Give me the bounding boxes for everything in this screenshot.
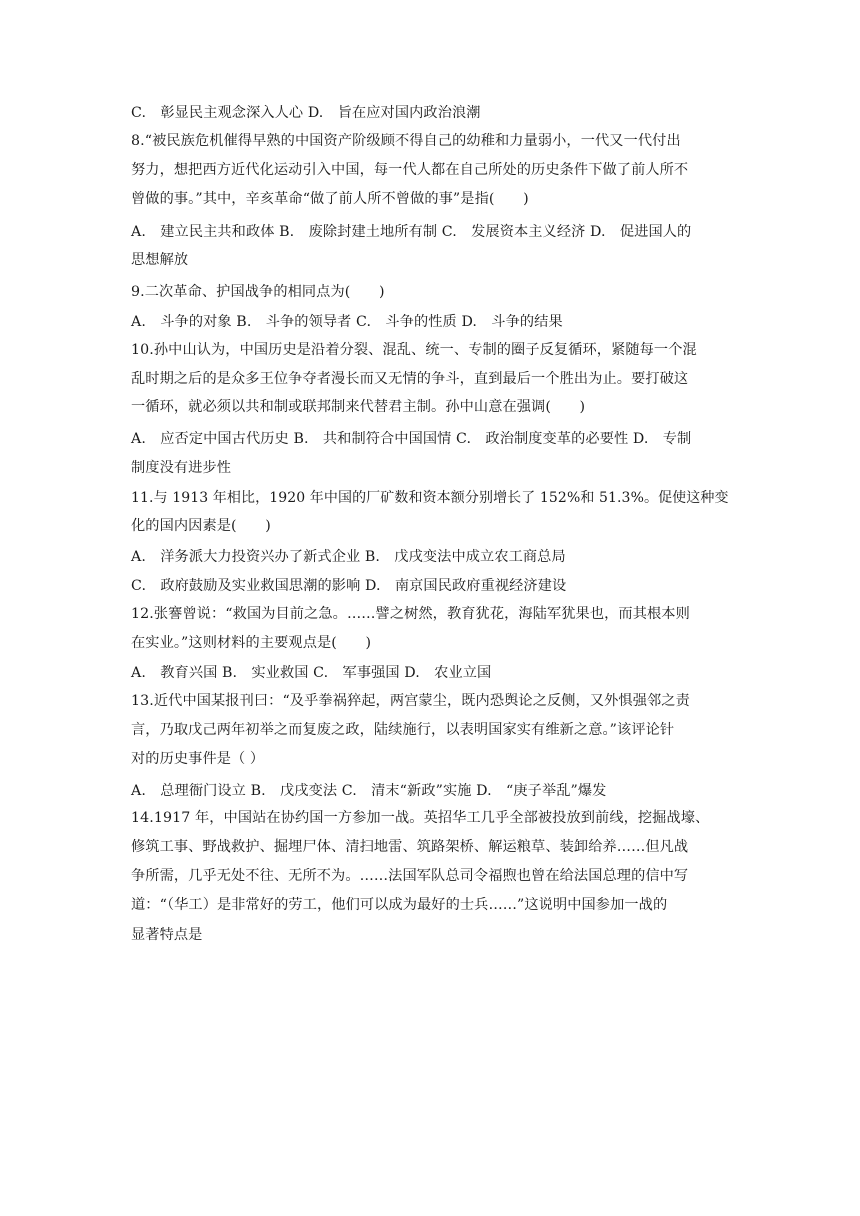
text-line: C. 彰显民主观念深入人心 D. 旨在应对国内政治浪潮: [131, 105, 481, 121]
text-line: 显著特点是: [131, 927, 203, 943]
text-line: 乱时期之后的是众多王位争夺者漫长而又无情的争斗，直到最后一个胜出为止。要打破这: [131, 371, 689, 387]
text-line: 修筑工事、野战救护、掘埋尸体、清扫地雷、筑路架桥、解运粮草、装卸给养……但凡战: [131, 839, 689, 855]
text-line: 言，乃取戊己两年初举之而复废之政，陆续施行，以表明国家实有维新之意。”该评论针: [131, 722, 675, 738]
text-line: 曾做的事。”其中，辛亥革命“做了前人所不曾做的事”是指( ): [131, 191, 529, 207]
text-line: 9.二次革命、护国战争的相同点为( ): [131, 284, 385, 300]
text-line: A. 洋务派大力投资兴办了新式企业 B. 戊戌变法中成立农工商总局: [131, 549, 566, 565]
text-line: 8.“被民族危机催得早熟的中国资产阶级顾不得自己的幼稚和力量弱小，一代又一代付出: [131, 133, 681, 149]
text-line: 在实业。”这则材料的主要观点是( ): [131, 635, 372, 651]
text-line: 14.1917 年，中国站在协约国一方参加一战。英招华工几乎全部被投放到前线，挖掘战壕、: [131, 810, 710, 826]
text-line: 对的历史事件是（ ）: [131, 751, 265, 767]
text-line: A. 斗争的对象 B. 斗争的领导者 C. 斗争的性质 D. 斗争的结果: [131, 314, 563, 330]
text-line: 争所需，几乎无处不往、无所不为。……法国军队总司令福煦也曾在给法国总理的信中写: [131, 868, 689, 884]
text-line: A. 应否定中国古代历史 B. 共和制符合中国国情 C. 政治制度变革的必要性 D. 专制: [131, 431, 692, 447]
text-line: 化的国内因素是( ): [131, 518, 271, 534]
text-line: 一循环，就必须以共和制或联邦制来代替君主制。孙中山意在强调( ): [131, 399, 586, 415]
text-line: 11.与 1913 年相比，1920 年中国的厂矿数和资本额分别增长了 152%和 51.3%。促使这种变: [131, 490, 729, 506]
text-line: A. 教育兴国 B. 实业救国 C. 军事强国 D. 农业立国: [131, 665, 492, 681]
text-line: 思想解放: [131, 252, 189, 268]
text-line: 努力，想把西方近代化运动引入中国，每一代人都在自己所处的历史条件下做了前人所不: [131, 162, 689, 178]
text-line: 10.孙中山认为，中国历史是沿着分裂、混乱、统一、专制的圈子反复循环，紧随每一个混: [131, 342, 697, 358]
text-line: A. 建立民主共和政体 B. 废除封建土地所有制 C. 发展资本主义经济 D. 促进国人的: [131, 224, 692, 240]
text-line: C. 政府鼓励及实业救国思潮的影响 D. 南京国民政府重视经济建设: [131, 578, 567, 594]
text-line: 制度没有进步性: [131, 460, 232, 476]
text-line: 12.张謇曾说：“救国为目前之急。……譬之树然，教育犹花，海陆军犹果也，而其根本则: [131, 606, 690, 622]
text-line: 13.近代中国某报刊曰：“及乎拳祸猝起，两宫蒙尘，既内恐舆论之反侧，又外惧强邻之责: [131, 693, 690, 709]
text-line: 道：“（华工）是非常好的劳工，他们可以成为最好的士兵……”这说明中国参加一战的: [131, 897, 668, 913]
text-line: A. 总理衙门设立 B. 戊戌变法 C. 清末“新政”实施 D. “庚子举乱”爆发: [131, 783, 607, 799]
